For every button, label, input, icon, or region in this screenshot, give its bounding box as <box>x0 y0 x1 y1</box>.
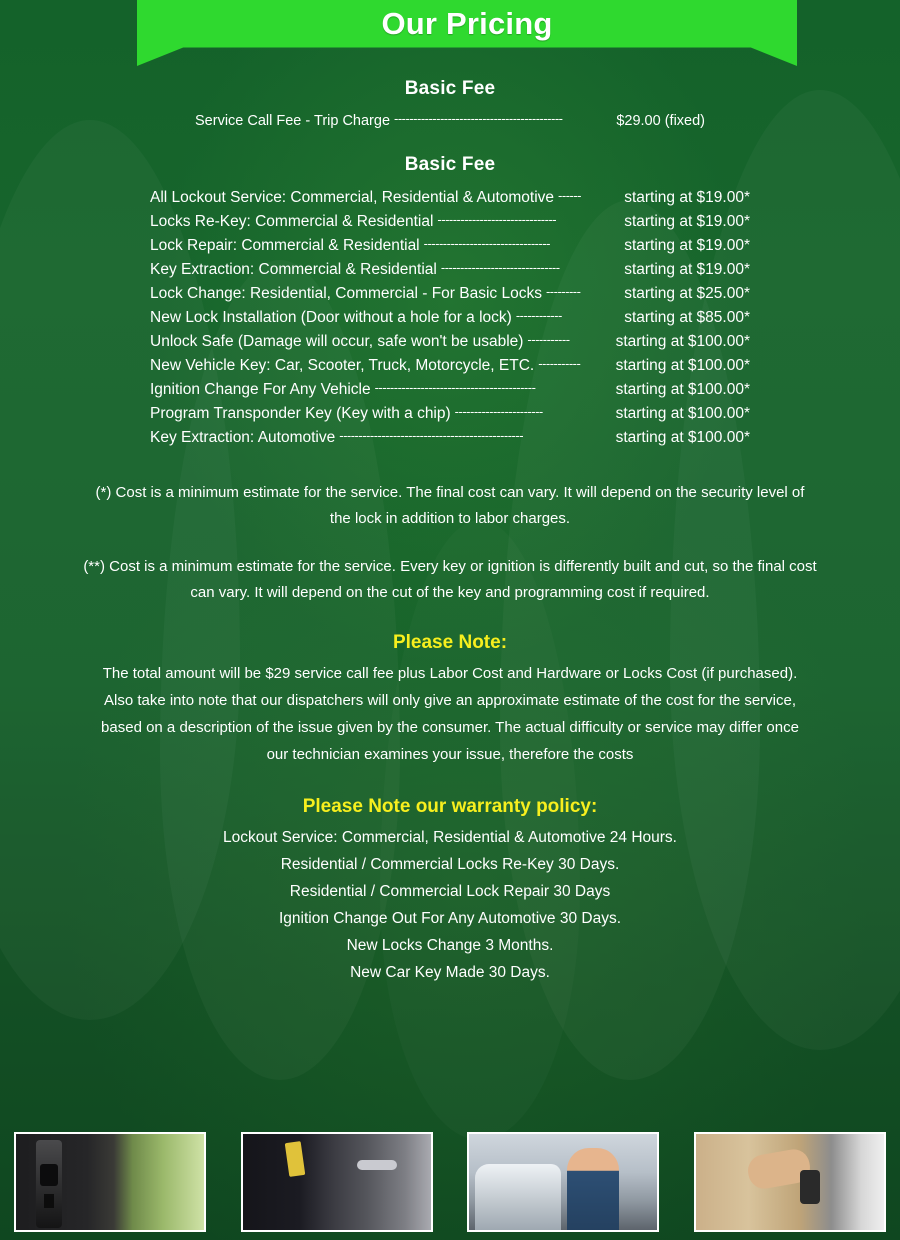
price-label: Ignition Change For Any Vehicle <box>150 381 371 398</box>
price-row <box>195 110 705 132</box>
price-dots: ----------- <box>538 356 581 371</box>
price-value: starting at $100.00* <box>615 405 750 422</box>
warranty-list <box>100 824 800 986</box>
table-row <box>150 330 750 354</box>
price-dots: ------------------------------------------------ <box>339 428 524 443</box>
price-label: Lock Repair: Commercial & Residential <box>150 237 420 254</box>
list-item: New Car Key Made 30 Days. <box>350 964 550 981</box>
price-dots: ------ <box>558 188 582 203</box>
photo-technician-at-door <box>241 1132 433 1232</box>
price-dots: ------------ <box>515 308 562 323</box>
price-value: starting at $100.00* <box>615 357 750 374</box>
service-price-list <box>150 186 750 450</box>
price-value: starting at $100.00* <box>615 429 750 446</box>
price-value: starting at $85.00* <box>624 309 750 326</box>
price-value: starting at $19.00* <box>624 237 750 254</box>
price-dots: --------- <box>545 284 581 299</box>
price-dots: ------------------------------------------ <box>374 380 536 395</box>
price-label: Locks Re-Key: Commercial & Residential <box>150 213 434 230</box>
table-row <box>150 282 750 306</box>
please-note-body: The total amount will be $29 service call fee plus Labor Cost and Hardware or Locks Cost (if purchased). Also take into note that our dispatchers will only give an approximate estimate of the cost for the service, based on a description of the issue given by the consumer. The actual difficulty or service may differ once our technician examines your issue, therefore the costs <box>101 665 799 763</box>
services-heading: Basic Fee <box>404 154 496 175</box>
warranty-title: Please Note our warranty policy: <box>302 796 598 817</box>
price-label: New Lock Installation (Door without a hole for a lock) <box>150 309 512 326</box>
please-note-title: Please Note: <box>392 632 508 653</box>
price-dots: ----------------------- <box>454 404 543 419</box>
price-label: Program Transponder Key (Key with a chip) <box>150 405 451 422</box>
price-dots: ------------------------------- <box>440 260 560 275</box>
table-row <box>150 210 750 234</box>
price-dots: -------------------------------------------- <box>394 111 563 126</box>
price-dots: --------------------------------- <box>423 236 551 251</box>
price-label: Key Extraction: Commercial & Residential <box>150 261 437 278</box>
photo-strip <box>0 1132 900 1240</box>
table-row <box>150 306 750 330</box>
price-value: starting at $100.00* <box>615 333 750 350</box>
price-value: starting at $19.00* <box>624 213 750 230</box>
price-label: New Vehicle Key: Car, Scooter, Truck, Motorcycle, ETC. <box>150 357 535 374</box>
price-label: All Lockout Service: Commercial, Residential & Automotive <box>150 189 555 206</box>
list-item: Lockout Service: Commercial, Residential & Automotive 24 Hours. <box>222 829 677 846</box>
price-value: starting at $100.00* <box>615 381 750 398</box>
price-label: Key Extraction: Automotive <box>150 429 336 446</box>
table-row <box>150 258 750 282</box>
list-item: New Locks Change 3 Months. <box>346 937 554 954</box>
price-value: $29.00 (fixed) <box>616 113 705 129</box>
table-row <box>150 186 750 210</box>
double-star-note: (**) Cost is a minimum estimate for the service. Every key or ignition is differently built and cut, so the final cost can vary. It will depend on the cut of the key and programming cost if required. <box>83 558 817 601</box>
price-label: Lock Change: Residential, Commercial - For Basic Locks <box>150 285 542 302</box>
price-label: Service Call Fee - Trip Charge <box>195 113 391 129</box>
price-value: starting at $25.00* <box>624 285 750 302</box>
table-row <box>150 402 750 426</box>
table-row <box>150 354 750 378</box>
price-value: starting at $19.00* <box>624 261 750 278</box>
basic-fee-heading: Basic Fee <box>404 78 496 99</box>
table-row <box>150 378 750 402</box>
photo-smiling-technician-with-car <box>467 1132 659 1232</box>
photo-hand-installing-door-lock <box>694 1132 886 1232</box>
single-star-note: (*) Cost is a minimum estimate for the service. The final cost can vary. It will depend on the security level of the lock in addition to labor charges. <box>95 484 805 527</box>
table-row <box>150 426 750 450</box>
list-item: Residential / Commercial Locks Re-Key 30 Days. <box>280 856 620 873</box>
price-dots: ------------------------------- <box>437 212 557 227</box>
photo-door-lock-closeup <box>14 1132 206 1232</box>
list-item: Residential / Commercial Lock Repair 30 Days <box>289 883 611 900</box>
basic-fee-list <box>195 110 705 132</box>
list-item: Ignition Change Out For Any Automotive 30 Days. <box>278 910 622 927</box>
table-row <box>150 234 750 258</box>
price-value: starting at $19.00* <box>624 189 750 206</box>
page-title: Our Pricing <box>381 6 553 41</box>
price-label: Unlock Safe (Damage will occur, safe won't be usable) <box>150 333 524 350</box>
price-dots: ----------- <box>527 332 570 347</box>
